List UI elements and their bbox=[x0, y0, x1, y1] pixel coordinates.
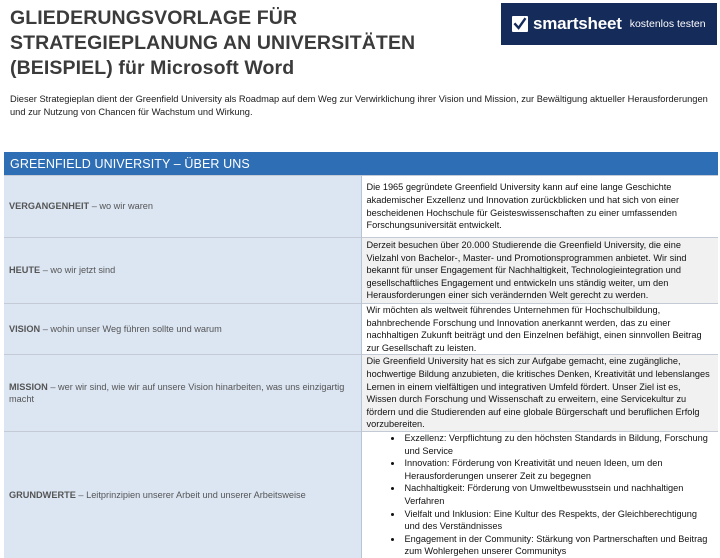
row-label-strong: VERGANGENHEIT bbox=[9, 201, 90, 212]
row-label-rest: – Leitprinzipien unserer Arbeit und unserer Arbeitsweise bbox=[75, 489, 306, 500]
title-line: (BEISPIEL) für Microsoft Word bbox=[10, 57, 295, 79]
section-header: GREENFIELD UNIVERSITY – ÜBER UNS bbox=[4, 152, 718, 176]
row-label bbox=[4, 238, 361, 304]
row-label bbox=[4, 355, 361, 432]
core-values-list bbox=[367, 432, 713, 558]
page-title bbox=[10, 6, 480, 81]
list-item: • Nachhaltigkeit: Förderung von Umweltbewusstsein und nachhaltigen Verfahren bbox=[403, 482, 713, 507]
row-label-strong: VISION bbox=[9, 323, 41, 334]
row-label-strong: HEUTE bbox=[9, 265, 41, 276]
title-line: GLIEDERUNGSVORLAGE FÜR bbox=[10, 7, 298, 29]
row-label bbox=[4, 431, 361, 557]
list-item: • Vielfalt und Inklusion: Eine Kultur des Respekts, der Gleichberechtigung und des Verständnisses bbox=[403, 508, 713, 533]
table-row bbox=[4, 431, 718, 557]
row-content bbox=[361, 431, 718, 557]
row-text: Derzeit besuchen über 20.000 Studierende die Greenfield University, die eine Vielzahl von Bachelor-, Master- und Promotionsprogrammen anbietet. Wir sind bekannt für unser Engagement für Nachhaltigkeit, Technologieintegration und gesellschaftliches Engagement und entwickeln uns ständig weiter, um den Herausforderungen einer sich verändernden Welt gerecht zu werden. bbox=[361, 238, 718, 304]
brand-name: smartsheet bbox=[533, 14, 622, 33]
row-label-rest: – wohin unser Weg führen sollte und warum bbox=[40, 323, 222, 334]
row-label-strong: GRUNDWERTE bbox=[9, 489, 76, 500]
row-text: Die Greenfield University hat es sich zur Aufgabe gemacht, eine zugängliche, hochwertige Bildung anzubieten, die kritisches Denken, Kreativität und lebenslanges Lernen in einem vielfältigen und integrativen Umfeld fördert. Unser Ziel ist es, Wissen durch Forschung und Wissenschaft zu erweitern, eine Servicekultur zu fördern und die Studierenden auf eine globale Bürgerschaft und beruflichen Erfolg vorzubereiten. bbox=[361, 355, 718, 432]
row-label-rest: – wo wir jetzt sind bbox=[40, 265, 116, 276]
about-us-table bbox=[4, 152, 718, 558]
title-line: STRATEGIEPLANUNG AN UNIVERSITÄTEN bbox=[10, 32, 416, 54]
row-text: Die 1965 gegründete Greenfield University kann auf eine lange Geschichte akademischer Exzellenz und Innovation zurückblicken und hat sich von einer bescheidenen Hochschule für Geisteswissenschaften zu einer umfassenden Forschungsuniversität entwickelt. bbox=[361, 176, 718, 238]
row-label bbox=[4, 176, 361, 238]
intro-paragraph: Dieser Strategieplan dient der Greenfield University als Roadmap auf dem Weg zur Verwirklichung ihrer Vision und Mission, zur Bewältigung aktueller Herausforderungen und zur Nutzung von Chancen für Wachstum und Wirkung. bbox=[10, 94, 708, 117]
table-row bbox=[4, 355, 718, 432]
list-item: • Exzellenz: Verpflichtung zu den höchsten Standards in Bildung, Forschung und Service bbox=[403, 432, 713, 457]
table-row bbox=[4, 304, 718, 355]
free-trial-link[interactable]: kostenlos testen bbox=[629, 18, 706, 30]
list-item: • Innovation: Förderung von Kreativität und neuen Ideen, um den Herausforderungen unserer Zeit zu begegnen bbox=[403, 457, 713, 482]
list-item: • Engagement in der Community: Stärkung von Partnerschaften und Beitrag zum Wohlergehen unserer Communitys bbox=[403, 533, 713, 558]
smartsheet-check-logo-icon bbox=[512, 16, 528, 32]
table-row bbox=[4, 176, 718, 238]
table-row bbox=[4, 238, 718, 304]
smartsheet-trial-banner[interactable] bbox=[501, 3, 717, 45]
row-text: Wir möchten als weltweit führendes Unternehmen für Hochschulbildung, bahnbrechende Forschung und Innovation anerkannt werden, das zu einer nachhaltigen Zukunft beiträgt und den Einzelnen befähigt, einen sinnvollen Beitrag zur Gesellschaft zu leisten. bbox=[361, 304, 718, 355]
row-label-strong: MISSION bbox=[9, 381, 48, 392]
row-label bbox=[4, 304, 361, 355]
row-label-rest: – wer wir sind, wie wir auf unsere Vision hinarbeiten, was uns einzigartig macht bbox=[9, 381, 345, 405]
row-label-rest: – wo wir waren bbox=[89, 201, 153, 212]
